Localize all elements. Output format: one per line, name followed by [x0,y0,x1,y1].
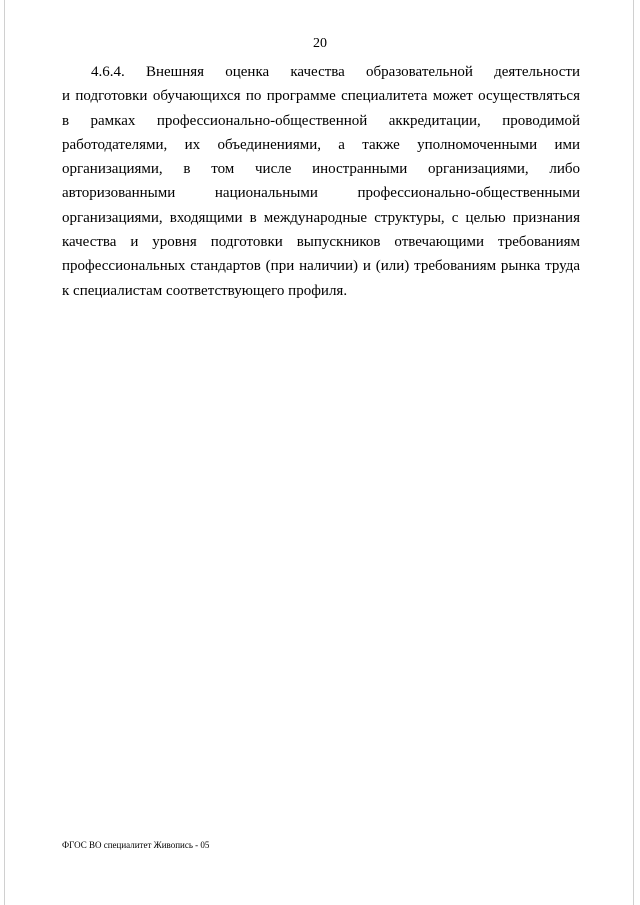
page-left-edge [4,0,5,905]
paragraph-4-6-4 [62,60,580,303]
paragraph-line: авторизованными национальными профессионально-общественными [62,185,580,202]
page-number: 20 [313,36,327,51]
paragraph-line: в рамках профессионально-общественной аккредитации, проводимой [62,112,580,129]
paragraph-line: работодателями, их объединениями, а также уполномоченными ими [62,136,580,153]
page-right-edge [633,0,634,905]
paragraph-line: 4.6.4. Внешняя оценка качества образовательной деятельности [91,64,580,80]
paragraph-line: организациями, входящими в международные структуры, с целью признания [62,209,580,226]
paragraph-line: организациями, в том числе иностранными организациями, либо [62,161,580,178]
paragraph-line: профессиональных стандартов (при наличии) и (или) требованиям рынка труда [62,258,580,275]
paragraph-line: и подготовки обучающихся по программе специалитета может осуществляться [62,88,580,105]
paragraph-line: качества и уровня подготовки выпускников отвечающими требованиям [62,234,580,251]
paragraph-line: к специалистам соответствующего профиля. [62,282,348,299]
footer-document-code: ФГОС ВО специалитет Живопись - 05 [62,840,210,850]
